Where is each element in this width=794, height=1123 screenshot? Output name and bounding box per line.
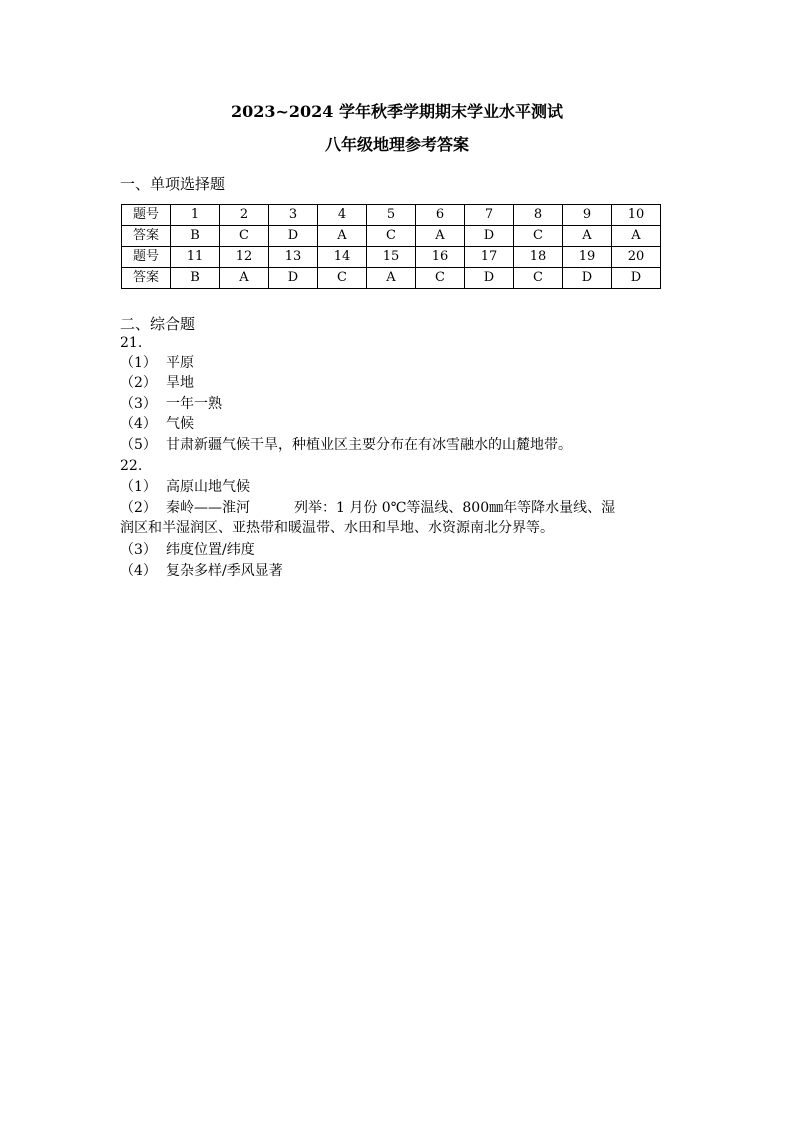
question-number: 13: [269, 247, 318, 268]
answer-cell: C: [367, 226, 416, 247]
question-number: 12: [220, 247, 269, 268]
item-index: （3）: [120, 396, 157, 412]
question-number: 16: [416, 247, 465, 268]
question-number: 17: [465, 247, 514, 268]
q22-item-2-continuation: 润区和半湿润区、亚热带和暖温带、水田和旱地、水资源南北分界等。: [120, 520, 554, 536]
answer-cell: C: [318, 268, 367, 289]
item-answer: 甘肃新疆气候干旱，种植业区主要分布在有冰雪融水的山麓地带。: [166, 437, 572, 453]
answer-cell: C: [416, 268, 465, 289]
item-index: （3）: [120, 542, 157, 558]
table-row: [122, 247, 661, 268]
answer-cell: D: [269, 226, 318, 247]
question-number: 9: [563, 205, 612, 226]
q22-item-4: [120, 561, 283, 581]
q21-item-5: [120, 435, 572, 455]
question-number: 3: [269, 205, 318, 226]
answer-cell: A: [367, 268, 416, 289]
question-number: 11: [171, 247, 220, 268]
row-label: 答案: [122, 226, 171, 247]
item-answer: 气候: [166, 416, 194, 432]
section-heading-multiple-choice: 一、单项选择题: [120, 175, 226, 193]
question-number: 8: [514, 205, 563, 226]
question-number: 10: [612, 205, 661, 226]
answer-cell: B: [171, 226, 220, 247]
question-number: 5: [367, 205, 416, 226]
table-row: [122, 268, 661, 289]
item-answer: 平原: [166, 355, 194, 371]
answer-cell: B: [171, 268, 220, 289]
exam-title: 2023~2024 学年秋季学期期末学业水平测试: [230, 102, 564, 121]
question-number: 19: [563, 247, 612, 268]
answer-cell: D: [465, 226, 514, 247]
item-answer: 高原山地气候: [166, 479, 250, 495]
item-answer: 一年一熟: [166, 396, 222, 412]
q21-item-2: [120, 373, 194, 393]
q21-item-1: [120, 353, 194, 373]
item-index: （1）: [120, 355, 157, 371]
answer-cell: A: [416, 226, 465, 247]
item-answer: 复杂多样/季风显著: [166, 563, 283, 579]
item-index: （2）: [120, 375, 157, 391]
row-label: 题号: [122, 247, 171, 268]
answer-cell: A: [318, 226, 367, 247]
answer-cell: A: [612, 226, 661, 247]
table-row: [122, 226, 661, 247]
question-number: 2: [220, 205, 269, 226]
answer-cell: A: [220, 268, 269, 289]
answer-table: [121, 204, 661, 289]
answer-cell: D: [563, 268, 612, 289]
row-label: 题号: [122, 205, 171, 226]
row-label: 答案: [122, 268, 171, 289]
answer-cell: C: [220, 226, 269, 247]
question-21-label: 21.: [120, 335, 143, 351]
item-index: （4）: [120, 563, 157, 579]
question-number: 4: [318, 205, 367, 226]
question-number: 18: [514, 247, 563, 268]
item-answer: 秦岭——淮河: [166, 500, 250, 516]
question-22-label: 22.: [120, 458, 143, 474]
item-answer: 纬度位置/纬度: [166, 542, 255, 558]
section-heading-comprehensive: 二、综合题: [120, 315, 196, 333]
question-number: 14: [318, 247, 367, 268]
item-answer: 旱地: [166, 375, 194, 391]
question-number: 15: [367, 247, 416, 268]
question-number: 20: [612, 247, 661, 268]
answer-cell: D: [465, 268, 514, 289]
item-index: （2）: [120, 500, 157, 516]
answer-cell: C: [514, 226, 563, 247]
q21-item-4: [120, 414, 194, 434]
item-index: （4）: [120, 416, 157, 432]
question-number: 1: [171, 205, 220, 226]
question-number: 6: [416, 205, 465, 226]
q22-item-2: [120, 498, 615, 518]
q21-item-3: [120, 394, 222, 414]
answer-cell: A: [563, 226, 612, 247]
question-number: 7: [465, 205, 514, 226]
q22-item-3: [120, 540, 255, 560]
answer-cell: C: [514, 268, 563, 289]
answer-cell: D: [269, 268, 318, 289]
table-row: [122, 205, 661, 226]
item-index: （1）: [120, 479, 157, 495]
item-index: （5）: [120, 437, 157, 453]
answer-key-subtitle: 八年级地理参考答案: [324, 135, 469, 154]
item-answer-detail: 列举：1 月份 0℃等温线、800㎜年等降水量线、湿: [294, 500, 616, 516]
q22-item-1: [120, 477, 250, 497]
answer-cell: D: [612, 268, 661, 289]
